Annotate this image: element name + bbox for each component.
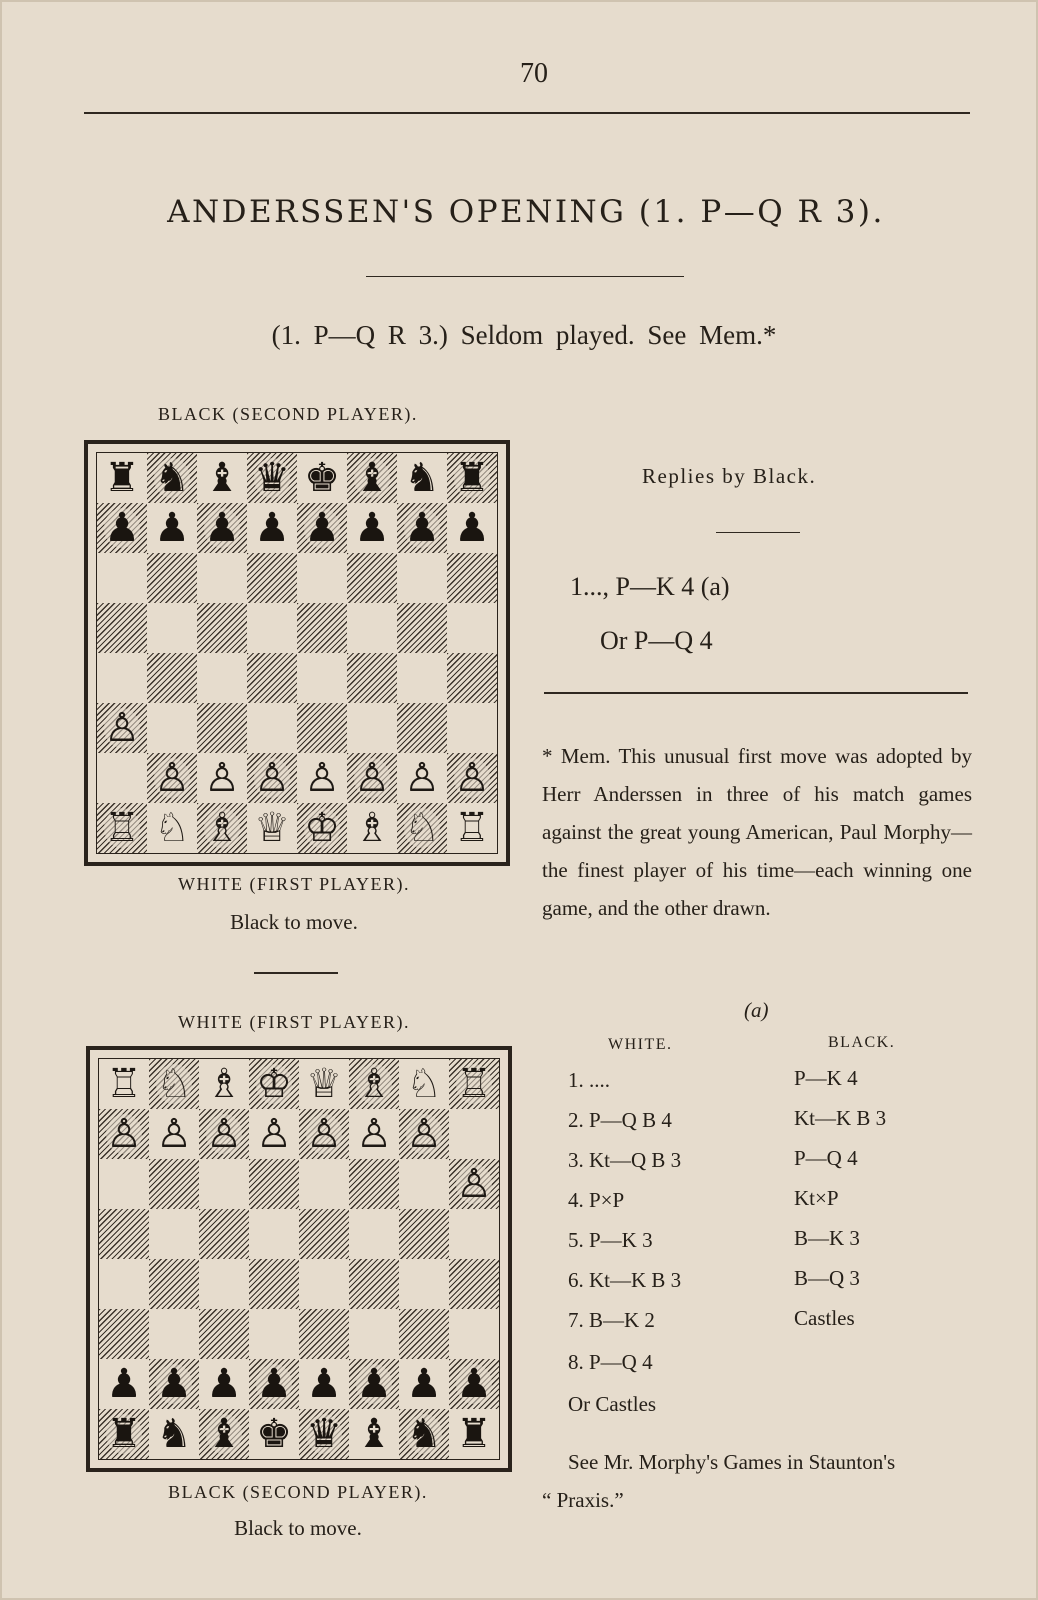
chess-piece-icon: ♛ — [306, 1411, 342, 1457]
board-square — [447, 803, 497, 853]
board-square — [199, 1059, 249, 1109]
diagram2-bottom-label: BLACK (SECOND PLAYER). — [168, 1482, 428, 1502]
board-square — [149, 1359, 199, 1409]
board-square — [149, 1059, 199, 1109]
board-square — [397, 803, 447, 853]
board-square — [447, 653, 497, 703]
chess-piece-icon: ♚ — [256, 1411, 292, 1457]
board-square — [197, 653, 247, 703]
board-square — [449, 1159, 499, 1209]
board-square — [247, 703, 297, 753]
board-square — [147, 503, 197, 553]
chess-piece-icon: ♖ — [104, 805, 140, 851]
board-square — [297, 753, 347, 803]
board-square — [249, 1359, 299, 1409]
chess-piece-icon: ♟ — [154, 505, 190, 551]
board-square — [399, 1059, 449, 1109]
board-square — [297, 653, 347, 703]
board-square — [249, 1109, 299, 1159]
chess-piece-icon: ♗ — [206, 1061, 242, 1107]
board-square — [297, 453, 347, 503]
variation-label: (a) — [744, 998, 769, 1022]
board-square — [97, 503, 147, 553]
board-square — [197, 553, 247, 603]
board-square — [147, 803, 197, 853]
move-row-black: Kt×P — [794, 1186, 839, 1210]
chess-piece-icon: ♟ — [306, 1361, 342, 1407]
board-square — [147, 653, 197, 703]
header-rule — [84, 112, 970, 114]
board-square — [197, 753, 247, 803]
board-square — [399, 1309, 449, 1359]
chess-piece-icon: ♗ — [354, 805, 390, 851]
board-square — [147, 703, 197, 753]
diagram1-board-frame — [84, 440, 510, 866]
move-row-white: 6. Kt—K B 3 — [568, 1268, 682, 1292]
chess-piece-icon: ♝ — [356, 1411, 392, 1457]
move-row-black: P—Q 4 — [794, 1146, 858, 1170]
chess-piece-icon: ♕ — [306, 1061, 342, 1107]
board-square — [297, 703, 347, 753]
board-square — [447, 703, 497, 753]
board-square — [449, 1409, 499, 1459]
board-square — [397, 503, 447, 553]
board-square — [249, 1159, 299, 1209]
board-square — [399, 1159, 449, 1209]
chess-piece-icon: ♞ — [156, 1411, 192, 1457]
chess-piece-icon: ♟ — [454, 505, 490, 551]
chess-piece-icon: ♝ — [354, 455, 390, 501]
chess-piece-icon: ♙ — [104, 705, 140, 751]
board-square — [397, 553, 447, 603]
board-square — [447, 553, 497, 603]
chess-piece-icon: ♗ — [356, 1061, 392, 1107]
chess-piece-icon: ♟ — [254, 505, 290, 551]
chess-piece-icon: ♟ — [304, 505, 340, 551]
board-square — [199, 1259, 249, 1309]
move-row-black: B—K 3 — [794, 1226, 860, 1250]
chess-piece-icon: ♝ — [204, 455, 240, 501]
board-square — [447, 503, 497, 553]
diagram2-top-label: WHITE (FIRST PLAYER). — [177, 1012, 410, 1032]
move-row-white: 4. P×P — [568, 1188, 625, 1212]
board-square — [447, 453, 497, 503]
chess-piece-icon: ♟ — [354, 505, 390, 551]
board-square — [249, 1409, 299, 1459]
chess-piece-icon: ♟ — [256, 1361, 292, 1407]
board-square — [247, 653, 297, 703]
board-square — [97, 753, 147, 803]
chess-piece-icon: ♟ — [406, 1361, 442, 1407]
black-column-header: BLACK. — [828, 1034, 896, 1051]
board-square — [397, 653, 447, 703]
board-square — [297, 603, 347, 653]
board-square — [99, 1409, 149, 1459]
board-square — [299, 1359, 349, 1409]
chess-piece-icon: ♙ — [406, 1111, 442, 1157]
board-square — [349, 1159, 399, 1209]
replies-rule — [716, 532, 800, 533]
board-square — [449, 1359, 499, 1409]
chess-piece-icon: ♙ — [154, 755, 190, 801]
chess-piece-icon: ♞ — [406, 1411, 442, 1457]
chess-piece-icon: ♙ — [354, 755, 390, 801]
board-square — [149, 1309, 199, 1359]
chess-piece-icon: ♜ — [104, 455, 140, 501]
board-square — [399, 1259, 449, 1309]
move-row-white: 1. .... — [568, 1068, 610, 1092]
board-square — [149, 1259, 199, 1309]
chess-piece-icon: ♛ — [254, 455, 290, 501]
chess-piece-icon: ♟ — [404, 505, 440, 551]
move-row-black: Castles — [794, 1306, 855, 1330]
board-square — [399, 1359, 449, 1409]
board-square — [349, 1359, 399, 1409]
board-square — [397, 603, 447, 653]
chess-piece-icon: ♕ — [254, 805, 290, 851]
diagram1-chessboard — [96, 452, 498, 854]
move-row-black: B—Q 3 — [794, 1266, 860, 1290]
board-square — [197, 803, 247, 853]
board-square — [347, 653, 397, 703]
move-row-white: 7. B—K 2 — [568, 1308, 655, 1332]
move-row-white: 5. P—K 3 — [568, 1228, 653, 1252]
board-square — [147, 753, 197, 803]
board-square — [197, 453, 247, 503]
diagram2-chessboard — [98, 1058, 500, 1460]
chess-piece-icon: ♙ — [404, 755, 440, 801]
board-square — [347, 453, 397, 503]
move-row-black: Kt—K B 3 — [794, 1106, 887, 1130]
chess-piece-icon: ♘ — [404, 805, 440, 851]
board-square — [99, 1159, 149, 1209]
board-square — [249, 1309, 299, 1359]
opening-subtitle: (1. P—Q R 3.) Seldom played. See Mem.* — [271, 320, 777, 350]
board-square — [449, 1309, 499, 1359]
board-square — [299, 1159, 349, 1209]
footnote-line-2: “ Praxis.” — [542, 1488, 624, 1512]
board-square — [199, 1109, 249, 1159]
board-square — [297, 503, 347, 553]
diagram-separator-rule — [254, 972, 338, 974]
board-square — [97, 653, 147, 703]
board-square — [97, 803, 147, 853]
reply-line-2: Or P—Q 4 — [600, 626, 713, 655]
board-square — [347, 803, 397, 853]
chess-piece-icon: ♙ — [156, 1111, 192, 1157]
chess-piece-icon: ♟ — [106, 1361, 142, 1407]
board-square — [199, 1309, 249, 1359]
board-square — [297, 803, 347, 853]
board-square — [347, 603, 397, 653]
board-square — [449, 1259, 499, 1309]
board-square — [249, 1059, 299, 1109]
board-square — [149, 1209, 199, 1259]
board-square — [249, 1209, 299, 1259]
board-square — [197, 603, 247, 653]
chess-piece-icon: ♝ — [206, 1411, 242, 1457]
footnote-line-1: See Mr. Morphy's Games in Staunton's — [568, 1450, 896, 1474]
board-square — [399, 1109, 449, 1159]
board-square — [197, 703, 247, 753]
board-square — [349, 1259, 399, 1309]
board-square — [147, 453, 197, 503]
white-column-header: WHITE. — [608, 1036, 673, 1053]
chess-piece-icon: ♟ — [356, 1361, 392, 1407]
chess-piece-icon: ♟ — [456, 1361, 492, 1407]
board-square — [447, 753, 497, 803]
board-square — [349, 1109, 399, 1159]
board-square — [447, 603, 497, 653]
board-square — [247, 503, 297, 553]
chess-piece-icon: ♘ — [156, 1061, 192, 1107]
chess-piece-icon: ♜ — [454, 455, 490, 501]
move-row-white: 8. P—Q 4 — [568, 1350, 653, 1374]
chess-piece-icon: ♙ — [204, 755, 240, 801]
move-row-white: 2. P—Q B 4 — [568, 1108, 672, 1132]
diagram1-bottom-label: WHITE (FIRST PLAYER). — [177, 874, 410, 894]
board-square — [99, 1359, 149, 1409]
board-square — [97, 453, 147, 503]
chess-piece-icon: ♙ — [454, 755, 490, 801]
board-square — [349, 1209, 399, 1259]
board-square — [249, 1259, 299, 1309]
chess-piece-icon: ♜ — [106, 1411, 142, 1457]
board-square — [97, 553, 147, 603]
board-square — [99, 1259, 149, 1309]
chess-piece-icon: ♖ — [456, 1061, 492, 1107]
chess-piece-icon: ♙ — [306, 1111, 342, 1157]
diagram1-top-label: BLACK (SECOND PLAYER). — [158, 404, 418, 424]
board-square — [147, 553, 197, 603]
board-square — [99, 1059, 149, 1109]
chess-piece-icon: ♙ — [254, 755, 290, 801]
page-number: 70 — [520, 58, 548, 89]
board-square — [149, 1409, 199, 1459]
chess-piece-icon: ♘ — [154, 805, 190, 851]
replies-bottom-rule — [544, 692, 968, 694]
board-square — [299, 1059, 349, 1109]
board-square — [149, 1109, 199, 1159]
chess-piece-icon: ♔ — [304, 805, 340, 851]
chess-piece-icon: ♖ — [106, 1061, 142, 1107]
variation-alternative: Or Castles — [568, 1392, 657, 1416]
board-square — [297, 553, 347, 603]
chess-piece-icon: ♟ — [206, 1361, 242, 1407]
replies-heading: Replies by Black. — [642, 464, 817, 488]
board-square — [199, 1409, 249, 1459]
board-square — [349, 1409, 399, 1459]
board-square — [199, 1159, 249, 1209]
diagram1-caption: Black to move. — [230, 910, 358, 934]
board-square — [449, 1109, 499, 1159]
board-square — [97, 703, 147, 753]
board-square — [449, 1059, 499, 1109]
chess-piece-icon: ♔ — [256, 1061, 292, 1107]
board-square — [347, 753, 397, 803]
board-square — [149, 1159, 199, 1209]
board-square — [349, 1309, 399, 1359]
board-square — [247, 753, 297, 803]
reply-line-1: 1..., P—K 4 (a) — [570, 572, 730, 601]
chess-piece-icon: ♟ — [104, 505, 140, 551]
chess-piece-icon: ♙ — [256, 1111, 292, 1157]
chess-piece-icon: ♟ — [156, 1361, 192, 1407]
board-square — [99, 1309, 149, 1359]
board-square — [299, 1309, 349, 1359]
board-square — [299, 1109, 349, 1159]
chess-piece-icon: ♚ — [304, 455, 340, 501]
board-square — [247, 453, 297, 503]
board-square — [399, 1409, 449, 1459]
board-square — [299, 1209, 349, 1259]
chess-piece-icon: ♙ — [206, 1111, 242, 1157]
board-square — [347, 553, 397, 603]
board-square — [397, 753, 447, 803]
chess-piece-icon: ♙ — [106, 1111, 142, 1157]
title-rule — [366, 276, 684, 277]
board-square — [247, 603, 297, 653]
board-square — [199, 1359, 249, 1409]
diagram2-caption: Black to move. — [234, 1516, 362, 1540]
board-square — [397, 453, 447, 503]
memo-paragraph: * Mem. This unusual first move was adopted by Herr Anderssen in three of his match games against the great young American, Paul Morphy—the finest player of his time—each winning one game, and the other drawn. — [542, 744, 972, 920]
board-square — [349, 1059, 399, 1109]
board-square — [397, 703, 447, 753]
board-square — [97, 603, 147, 653]
board-square — [99, 1209, 149, 1259]
board-square — [299, 1259, 349, 1309]
diagram2-board-frame — [86, 1046, 512, 1472]
chapter-title: ANDERSSEN'S OPENING (1. P—Q R 3). — [167, 194, 885, 230]
board-square — [199, 1209, 249, 1259]
board-square — [147, 603, 197, 653]
board-square — [299, 1409, 349, 1459]
board-square — [449, 1209, 499, 1259]
chess-piece-icon: ♘ — [406, 1061, 442, 1107]
chess-piece-icon: ♗ — [204, 805, 240, 851]
chess-piece-icon: ♙ — [356, 1111, 392, 1157]
chess-piece-icon: ♞ — [404, 455, 440, 501]
move-row-black: P—K 4 — [794, 1066, 858, 1090]
move-row-white: 3. Kt—Q B 3 — [568, 1148, 682, 1172]
board-square — [347, 703, 397, 753]
chess-piece-icon: ♞ — [154, 455, 190, 501]
board-square — [99, 1109, 149, 1159]
board-square — [347, 503, 397, 553]
chess-piece-icon: ♜ — [456, 1411, 492, 1457]
board-square — [399, 1209, 449, 1259]
chess-piece-icon: ♙ — [456, 1161, 492, 1207]
chess-piece-icon: ♖ — [454, 805, 490, 851]
chess-piece-icon: ♙ — [304, 755, 340, 801]
board-square — [197, 503, 247, 553]
chess-piece-icon: ♟ — [204, 505, 240, 551]
board-square — [247, 553, 297, 603]
board-square — [247, 803, 297, 853]
